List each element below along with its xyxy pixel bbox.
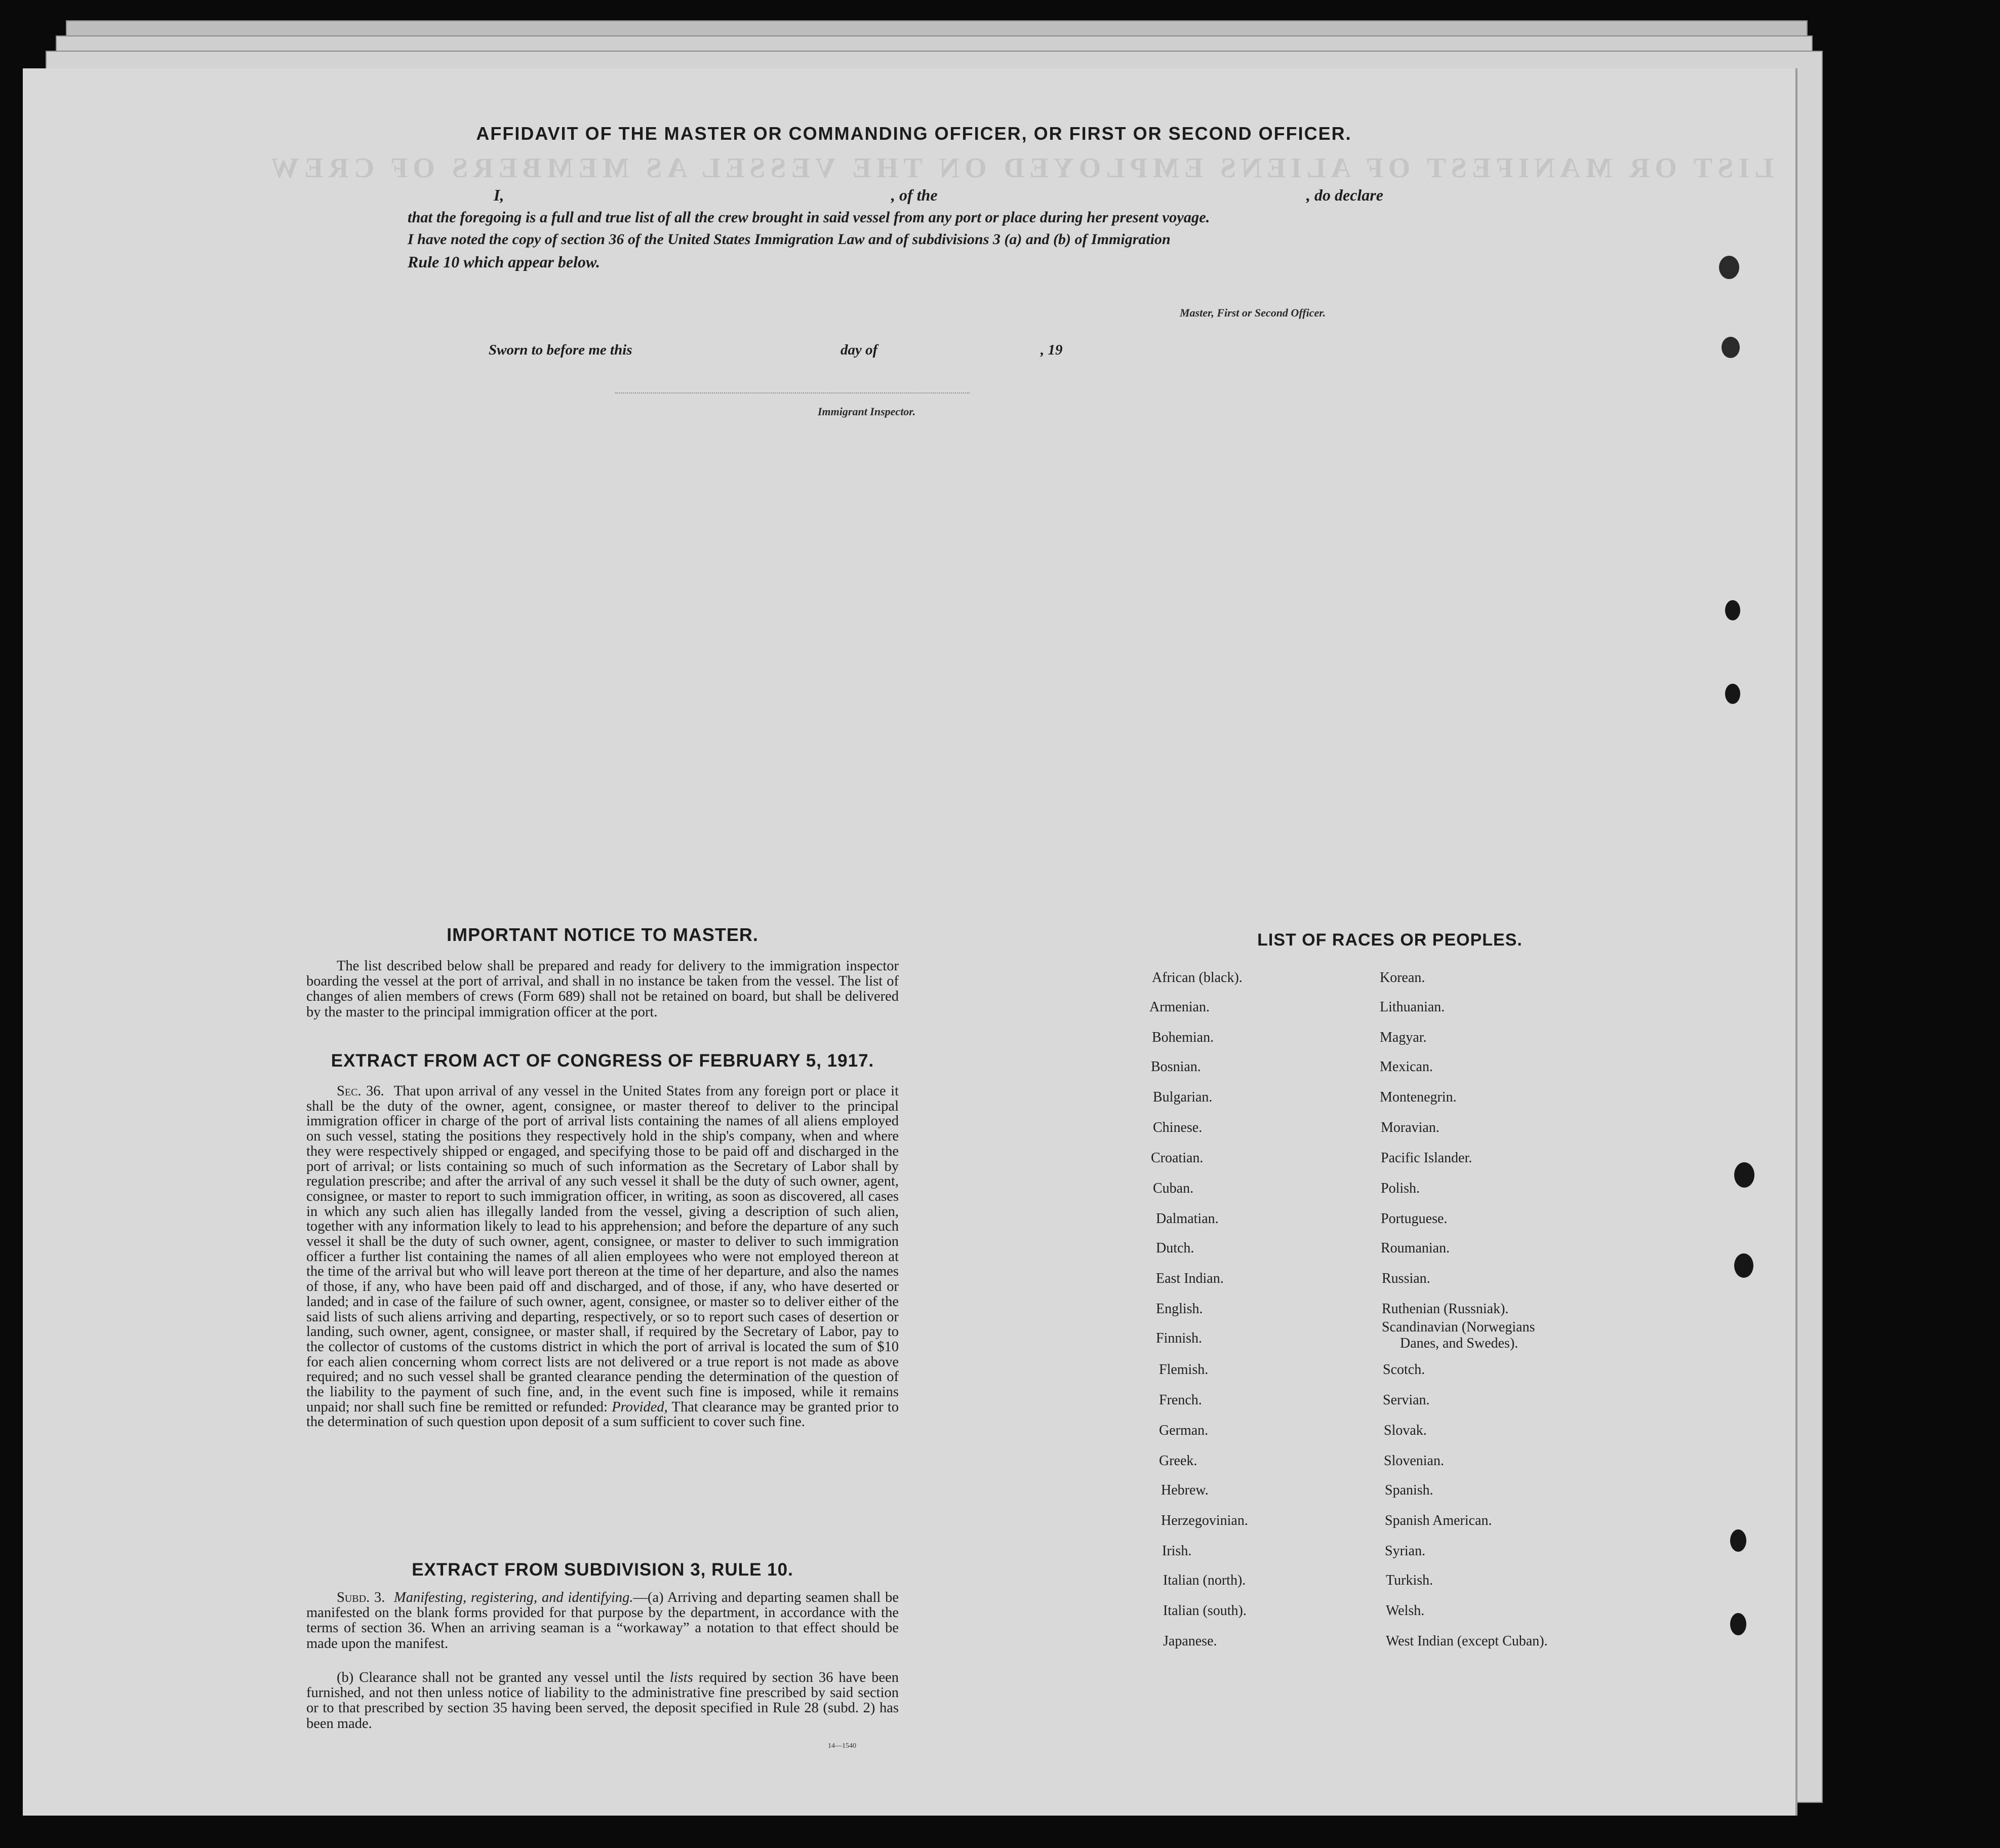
- race-item: Bulgarian.: [1153, 1089, 1213, 1105]
- race-item: Syrian.: [1385, 1543, 1426, 1559]
- race-item: English.: [1156, 1301, 1203, 1317]
- race-item: Slovak.: [1384, 1423, 1427, 1438]
- para-b-text-2: required by section 36 have been furnished, and not then unless notice of liability to the administrative fine prescribed by said section or to that prescribed by section 35 having been served, the deposit specified in Rule 28 (subd. 2) has been made.: [306, 1670, 899, 1732]
- race-item: Mexican.: [1380, 1059, 1433, 1075]
- affidavit-title: AFFIDAVIT OF THE MASTER OR COMMANDING OFFICER, OR FIRST OR SECOND OFFICER.: [476, 123, 1352, 144]
- race-item: German.: [1159, 1423, 1209, 1438]
- affidavit-line1-c: , do declare: [1306, 186, 1383, 204]
- race-item: Moravian.: [1381, 1120, 1439, 1135]
- signature-label: Master, First or Second Officer.: [1180, 306, 1326, 319]
- race-item: Servian.: [1383, 1392, 1430, 1408]
- inspector-label: Immigrant Inspector.: [818, 405, 916, 418]
- race-item: Armenian.: [1149, 999, 1210, 1015]
- inspector-signature-line: [615, 392, 970, 394]
- notice-text: The list described below shall be prepared and ready for delivery to the immigration inspector boarding the vessel at the port of arrival, and shall in no instance be taken from the vessel. The list of changes of alien members of crews (Form 689) shall not be retained on board, but shall be delivered by the master to the principal immigration officer at the port.: [306, 958, 899, 1020]
- race-item: Bohemian.: [1152, 1030, 1214, 1045]
- punch-hole: [1730, 1613, 1746, 1635]
- punch-hole: [1719, 256, 1739, 279]
- race-item: Irish.: [1162, 1543, 1192, 1559]
- affidavit-line3: I have noted the copy of section 36 of the United States Immigration Law and of subdivisions 3 (a) and (b) of Immigration: [408, 231, 1171, 248]
- affidavit-body: [408, 184, 1425, 273]
- bleed-through-title: LIST OR MANIFEST OF ALIENS EMPLOYED ON THE VESSEL AS MEMBERS OF CREW: [266, 152, 1774, 184]
- race-item: Bosnian.: [1151, 1059, 1201, 1075]
- para-b-text-1: Clearance shall not be granted any vessel until the: [359, 1670, 664, 1685]
- section-label: Sec. 36.: [337, 1083, 384, 1099]
- para-a-text: Arriving and departing seamen shall be manifested on the blank forms provided for that purpose by the department, in accordance with the terms of section 36. When an arriving seaman is a “workaway” a notation to that effect should be made upon the manifest.: [306, 1590, 899, 1652]
- sworn-year-label: , 19: [1041, 342, 1063, 358]
- race-item: Russian.: [1382, 1271, 1430, 1286]
- race-item: Herzegovinian.: [1161, 1513, 1248, 1528]
- section-36-text: That upon arrival of any vessel in the United States from any foreign port or place it shall be the duty of the owner, agent, consignee, or master thereof to deliver to the principal immigration officer in charge of the port of arrival lists containing the names of all aliens employed on such vessel, stating the positions they respectively hold in the ship's company, when and where they were respectively shipped or engaged, and specifying those to be paid off and discharged in the port of arrival; or lists containing so much of such information as the Secretary of Labor shall by regulation prescribe; and after the arrival of any such vessel it shall be the duty of such owner, agent, consignee, or master to report to such immigration officer, in writing, as soon as discovered, all cases in which any such alien has illegally landed from the vessel, giving a description of such alien, together with any information likely to lead to his apprehension; and before the departure of any such vessel it shall be the duty of such owner, agent, consignee, or master to deliver to such immigration officer a further list containing the names of all alien employees who were not employed thereon at the time of the arrival but who will leave port thereon at the time of her departure, and also the names of those, if any, who have been paid off and discharged, and of those, if any, who have deserted or landed; and in case of the failure of such owner, agent, consignee, or master so to deliver either of the said lists of such aliens arriving and departing, respectively, or so to report such cases of desertion or landing, such owner, agent, consignee, or master shall, if required by the Secretary of Labor, pay to the collector of customs of the customs district in which the port of arrival is located the sum of $10 for each alien concerning whom correct lists are not delivered or a true report is not made as above required; and no such vessel shall be granted clearance pending the determination of the question of the liability to the payment of such fine, and, in the event such fine is imposed, while it remains unpaid; nor shall such fine be remitted or refunded:: [306, 1083, 899, 1415]
- race-item: Greek.: [1159, 1453, 1197, 1469]
- race-item: Roumanian.: [1381, 1240, 1450, 1256]
- race-item: Danes, and Swedes).: [1400, 1335, 1518, 1351]
- subdivision-label: Subd. 3.: [337, 1590, 385, 1605]
- subdivision-heading: Manifesting, registering, and identifying.: [393, 1590, 633, 1605]
- race-item: Dutch.: [1156, 1240, 1194, 1256]
- race-item: Montenegrin.: [1380, 1089, 1457, 1105]
- race-item: Spanish.: [1385, 1482, 1433, 1498]
- rule-para-a: [306, 1590, 899, 1652]
- race-item: Hebrew.: [1161, 1482, 1209, 1498]
- para-b-label: (b): [337, 1670, 354, 1685]
- race-item: French.: [1159, 1392, 1202, 1408]
- race-item: Dalmatian.: [1156, 1211, 1219, 1227]
- race-item: Finnish.: [1156, 1330, 1203, 1346]
- punch-hole: [1722, 337, 1740, 358]
- race-item: Lithuanian.: [1380, 999, 1445, 1015]
- race-item: Italian (north).: [1163, 1572, 1246, 1588]
- rule-extract-title: EXTRACT FROM SUBDIVISION 3, RULE 10.: [412, 1560, 793, 1580]
- act-extract-title: EXTRACT FROM ACT OF CONGRESS OF FEBRUARY 5, 1917.: [331, 1051, 874, 1071]
- race-item: Chinese.: [1153, 1120, 1203, 1135]
- rule-para-b: [306, 1670, 899, 1732]
- race-item: Slovenian.: [1384, 1453, 1444, 1469]
- punch-hole: [1734, 1162, 1754, 1188]
- race-item: Italian (south).: [1163, 1603, 1247, 1619]
- form-code: 14—1540: [828, 1742, 856, 1750]
- race-item: Japanese.: [1163, 1633, 1217, 1649]
- race-item: Pacific Islander.: [1381, 1150, 1472, 1166]
- notice-title: IMPORTANT NOTICE TO MASTER.: [447, 924, 758, 945]
- race-item: Scotch.: [1383, 1362, 1425, 1378]
- race-item: Welsh.: [1386, 1603, 1425, 1619]
- affidavit-line1-a: I,: [494, 186, 504, 204]
- race-item: Turkish.: [1386, 1572, 1433, 1588]
- sworn-day-label: day of: [841, 342, 878, 358]
- affidavit-line1-b: , of the: [891, 186, 938, 204]
- punch-hole: [1730, 1529, 1746, 1552]
- race-item: East Indian.: [1156, 1271, 1224, 1286]
- act-extract-text: [306, 1084, 899, 1430]
- race-item: Ruthenian (Russniak).: [1382, 1301, 1509, 1317]
- race-item: Scandinavian (Norwegians: [1382, 1319, 1535, 1335]
- proviso-word: Provided,: [612, 1399, 668, 1415]
- race-item: African (black).: [1152, 970, 1243, 986]
- race-item: Croatian.: [1151, 1150, 1204, 1166]
- race-item: Magyar.: [1380, 1030, 1427, 1045]
- race-item: Cuban.: [1153, 1181, 1194, 1196]
- punch-hole: [1725, 684, 1740, 704]
- races-title: LIST OF RACES OR PEOPLES.: [1257, 930, 1523, 950]
- race-item: Polish.: [1381, 1181, 1420, 1196]
- document-page: [23, 68, 1797, 1816]
- proviso-text: That clearance may be granted prior to the determination of such question upon deposit of a sum sufficient to cover such fine.: [306, 1399, 899, 1430]
- para-a-label: —(a): [633, 1590, 664, 1605]
- para-b-lists: lists: [669, 1670, 693, 1685]
- affidavit-line2: that the foregoing is a full and true list of all the crew brought in said vessel from any port or place during her present voyage.: [408, 209, 1210, 226]
- race-item: Flemish.: [1159, 1362, 1209, 1378]
- race-item: Spanish American.: [1385, 1513, 1492, 1528]
- affidavit-line4: Rule 10 which appear below.: [408, 253, 601, 271]
- punch-hole: [1734, 1253, 1753, 1278]
- race-item: West Indian (except Cuban).: [1386, 1633, 1548, 1649]
- punch-hole: [1725, 600, 1740, 620]
- race-item: Korean.: [1380, 970, 1425, 986]
- race-item: Portuguese.: [1381, 1211, 1448, 1227]
- sworn-text: Sworn to before me this: [489, 342, 632, 358]
